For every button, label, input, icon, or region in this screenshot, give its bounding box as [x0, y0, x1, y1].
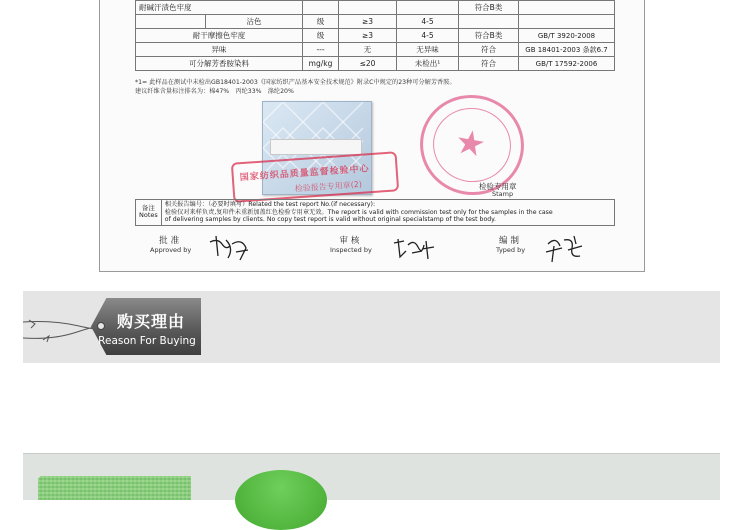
test-report-document	[99, 0, 645, 272]
table-row	[136, 29, 615, 43]
sub-item-cell: 沾色	[206, 15, 303, 29]
standard-cell: GB/T 3920-2008	[519, 29, 615, 43]
item-cell: 耐干摩擦色牢度	[136, 29, 303, 43]
footnote-amines: *1= 此样品在测试中未检出GB18401-2003《国家纺织产品基本安全技术规范》附录C中规定的23种可分解芳香胺。	[135, 79, 456, 86]
item-cell: 异味	[136, 43, 303, 57]
unit-cell: 级	[303, 15, 339, 29]
inspected-by-block: 审核 Inspected by	[330, 236, 372, 254]
result-cell: 4-5	[397, 29, 459, 43]
table-row	[136, 1, 615, 15]
green-fabric-swatch	[38, 476, 191, 500]
footnote-fiber-content: 建议纤维含量标注排名为：棉47% 丙纶33% 涤纶20%	[135, 87, 294, 95]
notes-content: 相关报告编号：（必要时填写）Related the test report No.(if necessary): 检验仅对来样负责,复印件未重新加盖红色检验专用章无效。The report is valid with commission test only for the samples in the case of delivering samples by clients. No copy test report is valid without original specialstamp of the test body.	[161, 200, 614, 226]
stamp-top-text: 国家纺织品质量监督检验中心	[239, 164, 370, 184]
table-row	[136, 57, 615, 71]
unit-cell: mg/kg	[303, 57, 339, 71]
star-icon: ★	[451, 121, 489, 167]
verdict-cell: 符合	[459, 43, 519, 57]
table-row	[136, 15, 615, 29]
footnotes	[135, 79, 615, 96]
unit-cell: ---	[303, 43, 339, 57]
requirement-cell: ≥3	[339, 15, 397, 29]
approver-signature	[208, 234, 250, 262]
requirement-cell: 无	[339, 43, 397, 57]
standard-cell: GB 18401-2003 条款6.7	[519, 43, 615, 57]
result-cell: 无异味	[397, 43, 459, 57]
stamp-label: 检验专用章	[479, 182, 517, 191]
notes-table	[135, 199, 615, 226]
table-row	[136, 43, 615, 57]
verdict-cell: 符合B类	[459, 29, 519, 43]
inspection-report-stamp	[231, 151, 399, 202]
green-round-swatch	[235, 470, 327, 530]
stamp-bottom-text: 检验报告专用章(2)	[294, 179, 363, 194]
result-cell: 4-5	[397, 15, 459, 29]
verdict-cell: 符合	[459, 57, 519, 71]
approved-by-block: 批准 Approved by	[150, 236, 192, 254]
item-cell: 耐碱汗渍色牢度	[136, 1, 303, 15]
inspector-signature	[392, 237, 436, 261]
requirement-cell: ≤20	[339, 57, 397, 71]
tag-string-icon	[23, 318, 103, 344]
verdict-cell: 符合B类	[459, 1, 519, 15]
item-cell: 可分解芳香胺染料	[136, 57, 303, 71]
notes-label: 备注 Notes	[136, 200, 162, 226]
typed-by-block: 编制 Typed by	[496, 236, 526, 254]
section-title: 购买理由	[116, 312, 185, 331]
standard-cell: GB/T 17592-2006	[519, 57, 615, 71]
result-cell: 未检出¹	[397, 57, 459, 71]
stamp-label-en: Stamp	[492, 190, 514, 198]
requirement-cell: ≥3	[339, 29, 397, 43]
sample-label-tag	[270, 139, 362, 155]
typist-signature	[544, 234, 584, 264]
section-subtitle: Reason For Buying	[98, 335, 196, 347]
unit-cell: 级	[303, 29, 339, 43]
results-table	[135, 0, 615, 71]
